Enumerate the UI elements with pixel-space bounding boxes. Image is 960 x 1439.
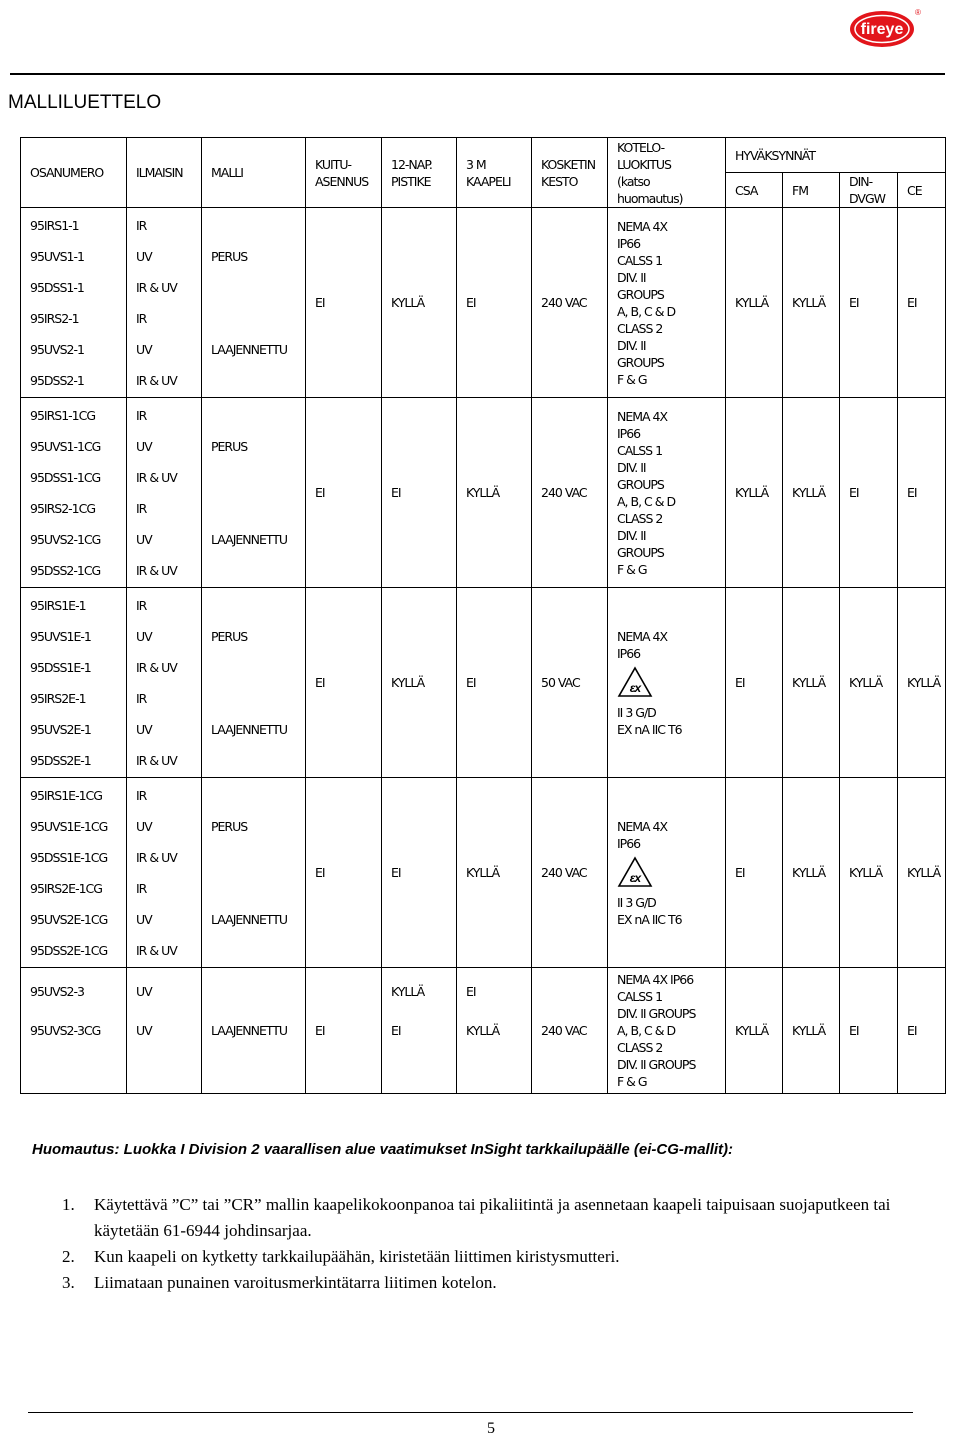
fm-value: KYLLÄ [783, 398, 840, 588]
part-numbers [21, 208, 127, 398]
col-kosketin: KOSKETIN KESTO [532, 138, 608, 208]
ex-mark-icon [617, 666, 653, 698]
csa-value: KYLLÄ [726, 968, 783, 1094]
model: PERUS [211, 628, 248, 644]
col-kotelo: KOTELO- LUOKITUS (katso huomautus) [608, 138, 726, 208]
csa-value: KYLLÄ [726, 398, 783, 588]
detector: IR [136, 310, 147, 326]
detector: IR [136, 690, 147, 706]
napa-value: KYLLÄ [382, 588, 457, 778]
kaapeli-value: EI [457, 208, 532, 398]
detector: IR [136, 217, 147, 233]
kosketin-value: 240 VAC [532, 968, 608, 1094]
col-osanumero: OSANUMERO [21, 138, 127, 208]
kosketin-value: 240 VAC [532, 208, 608, 398]
detector: IR & UV [136, 372, 177, 388]
detector: IR & UV [136, 659, 177, 675]
napa-value: EI [382, 398, 457, 588]
footer-rule [28, 1412, 913, 1413]
model: PERUS [211, 248, 248, 264]
detectors [127, 208, 202, 398]
table-row [21, 398, 946, 588]
models [202, 398, 306, 588]
enclosure-value: NEMA 4X IP66 CALSS 1 DIV. II GROUPS A, B, C & D CLASS 2 DIV. II GROUPS F & G [608, 208, 726, 398]
part-number: 95IRS1E-1 [30, 597, 86, 613]
detector: IR & UV [136, 279, 177, 295]
part-numbers [21, 588, 127, 778]
enclosure-value: NEMA 4X IP66 εx II 3 G/D EX nA IIC T6 [608, 778, 726, 968]
part-number: 95UVS2E-1 [30, 721, 91, 737]
model: LAAJENNETTU [211, 531, 288, 547]
detector: IR & UV [136, 752, 177, 768]
models [202, 778, 306, 968]
kaapeli-value: KYLLÄ [466, 1023, 500, 1038]
part-number: 95DSS1-1 [30, 279, 84, 295]
part-number: 95IRS2-1 [30, 310, 79, 326]
kuitu-value: EI [306, 778, 382, 968]
part-number: 95UVS1E-1 [30, 628, 91, 644]
detector: IR [136, 880, 147, 896]
detector: UV [136, 911, 152, 927]
detector: IR [136, 597, 147, 613]
kaapeli-value: EI [466, 983, 476, 999]
part-number: 95DSS2E-1 [30, 752, 91, 768]
list-item: 2. Kun kaapeli on kytketty tarkkailupäähän, kiristetään liittimen kiristysmutteri. [62, 1247, 620, 1266]
detector: UV [136, 818, 152, 834]
part-number: 95UVS1-1 [30, 248, 84, 264]
models [202, 588, 306, 778]
detector: IR & UV [136, 469, 177, 485]
csa-value: KYLLÄ [726, 208, 783, 398]
table-row [21, 208, 946, 398]
model-value: LAAJENNETTU [202, 968, 306, 1094]
detector: IR & UV [136, 849, 177, 865]
part-number: 95UVS1-1CG [30, 438, 101, 454]
ce-value: EI [898, 398, 946, 588]
svg-text:®: ® [915, 8, 921, 17]
part-number: 95DSS2-1CG [30, 562, 101, 578]
col-ilmaisin: ILMAISIN [127, 138, 202, 208]
part-number: 95IRS2E-1CG [30, 880, 102, 896]
detector: UV [136, 341, 152, 357]
col-hyvaksynnat: HYVÄKSYNNÄT [726, 138, 946, 173]
part-number: 95DSS1-1CG [30, 469, 101, 485]
page-title: MALLILUETTELO [8, 92, 162, 113]
din-value: KYLLÄ [840, 588, 898, 778]
part-numbers [21, 968, 127, 1094]
model: LAAJENNETTU [211, 721, 288, 737]
kosketin-value: 50 VAC [532, 588, 608, 778]
model: LAAJENNETTU [211, 341, 288, 357]
detector: IR & UV [136, 562, 177, 578]
din-value: KYLLÄ [840, 778, 898, 968]
detectors [127, 968, 202, 1094]
svg-text:fireye: fireye [860, 21, 904, 38]
kuitu-value: EI [306, 398, 382, 588]
header-rule [10, 73, 945, 75]
part-number: 95UVS2-1 [30, 341, 84, 357]
svg-text:εx: εx [629, 870, 641, 885]
detector: UV [136, 531, 152, 547]
napa-value: EI [391, 1023, 401, 1038]
part-number: 95UVS2E-1CG [30, 911, 108, 927]
detector: IR [136, 500, 147, 516]
napa-values [382, 968, 457, 1094]
part-number: 95DSS1E-1 [30, 659, 91, 675]
kaapeli-value: EI [457, 588, 532, 778]
list-item: 3. Liimataan punainen varoitusmerkintätarra liitimen kotelon. [62, 1273, 497, 1292]
part-number: 95IRS1-1CG [30, 407, 96, 423]
table-row [21, 778, 946, 968]
detector: IR & UV [136, 942, 177, 958]
model: PERUS [211, 438, 248, 454]
detectors [127, 588, 202, 778]
part-number: 95IRS1-1 [30, 217, 79, 233]
col-fm: FM [783, 173, 840, 208]
detector: UV [136, 628, 152, 644]
fm-value: KYLLÄ [783, 588, 840, 778]
kosketin-value: 240 VAC [532, 778, 608, 968]
detector: IR [136, 787, 147, 803]
svg-text:εx: εx [629, 680, 641, 695]
table-row [21, 968, 946, 1094]
kaapeli-values [457, 968, 532, 1094]
kuitu-value: EI [306, 968, 382, 1094]
col-kuitu: KUITU- ASENNUS [306, 138, 382, 208]
model-table [20, 137, 946, 1094]
fm-value: KYLLÄ [783, 968, 840, 1094]
model: LAAJENNETTU [211, 911, 288, 927]
part-number: 95UVS2-3CG [30, 1023, 101, 1038]
ce-value: EI [898, 208, 946, 398]
ex-mark-icon [617, 856, 653, 888]
detectors [127, 778, 202, 968]
ce-value: KYLLÄ [898, 588, 946, 778]
detector: IR [136, 407, 147, 423]
csa-value: EI [726, 778, 783, 968]
enclosure-value: NEMA 4X IP66 CALSS 1 DIV. II GROUPS A, B, C & D CLASS 2 DIV. II GROUPS F & G [608, 968, 726, 1094]
part-number: 95UVS1E-1CG [30, 818, 108, 834]
kosketin-value: 240 VAC [532, 398, 608, 588]
page-number: 5 [487, 1420, 495, 1437]
napa-value: KYLLÄ [391, 983, 425, 999]
napa-value: EI [382, 778, 457, 968]
kuitu-value: EI [306, 208, 382, 398]
csa-value: EI [726, 588, 783, 778]
din-value: EI [840, 398, 898, 588]
model: PERUS [211, 818, 248, 834]
part-numbers [21, 398, 127, 588]
col-malli: MALLI [202, 138, 306, 208]
models [202, 208, 306, 398]
kaapeli-value: KYLLÄ [457, 778, 532, 968]
detector: UV [136, 983, 152, 999]
part-number: 95UVS2-3 [30, 983, 84, 999]
ce-value: KYLLÄ [898, 778, 946, 968]
col-csa: CSA [726, 173, 783, 208]
din-value: EI [840, 208, 898, 398]
part-number: 95IRS2-1CG [30, 500, 96, 516]
list-item: 1. Käytettävä ”C” tai ”CR” mallin kaapelikokoonpanoa tai pikaliitintä ja asennetaan kaapeli taipuisaan suojaputkeen tai käytetään 61-6944 johdinsarjaa. [62, 1195, 891, 1240]
fm-value: KYLLÄ [783, 208, 840, 398]
detector: UV [136, 721, 152, 737]
note-list [50, 1192, 910, 1296]
part-number: 95IRS1E-1CG [30, 787, 102, 803]
part-number: 95DSS2-1 [30, 372, 84, 388]
napa-value: KYLLÄ [382, 208, 457, 398]
note-heading: Huomautus: Luokka I Division 2 vaarallisen alue vaatimukset InSight tarkkailupäälle (ei-CG-mallit): [32, 1141, 734, 1158]
col-napa: 12-NAP. PISTIKE [382, 138, 457, 208]
ce-value: EI [898, 968, 946, 1094]
din-value: EI [840, 968, 898, 1094]
enclosure-value: NEMA 4X IP66 εx II 3 G/D EX nA IIC T6 [608, 588, 726, 778]
part-numbers [21, 778, 127, 968]
kaapeli-value: KYLLÄ [457, 398, 532, 588]
part-number: 95DSS2E-1CG [30, 942, 108, 958]
fireye-logo [848, 6, 920, 48]
kuitu-value: EI [306, 588, 382, 778]
detector: UV [136, 1023, 152, 1038]
fm-value: KYLLÄ [783, 778, 840, 968]
enclosure-value: NEMA 4X IP66 CALSS 1 DIV. II GROUPS A, B, C & D CLASS 2 DIV. II GROUPS F & G [608, 398, 726, 588]
detector: UV [136, 438, 152, 454]
col-din: DIN- DVGW [840, 173, 898, 208]
detectors [127, 398, 202, 588]
col-ce: CE [898, 173, 946, 208]
table-row [21, 588, 946, 778]
part-number: 95IRS2E-1 [30, 690, 86, 706]
detector: UV [136, 248, 152, 264]
col-kaapeli: 3 M KAAPELI [457, 138, 532, 208]
part-number: 95UVS2-1CG [30, 531, 101, 547]
part-number: 95DSS1E-1CG [30, 849, 108, 865]
